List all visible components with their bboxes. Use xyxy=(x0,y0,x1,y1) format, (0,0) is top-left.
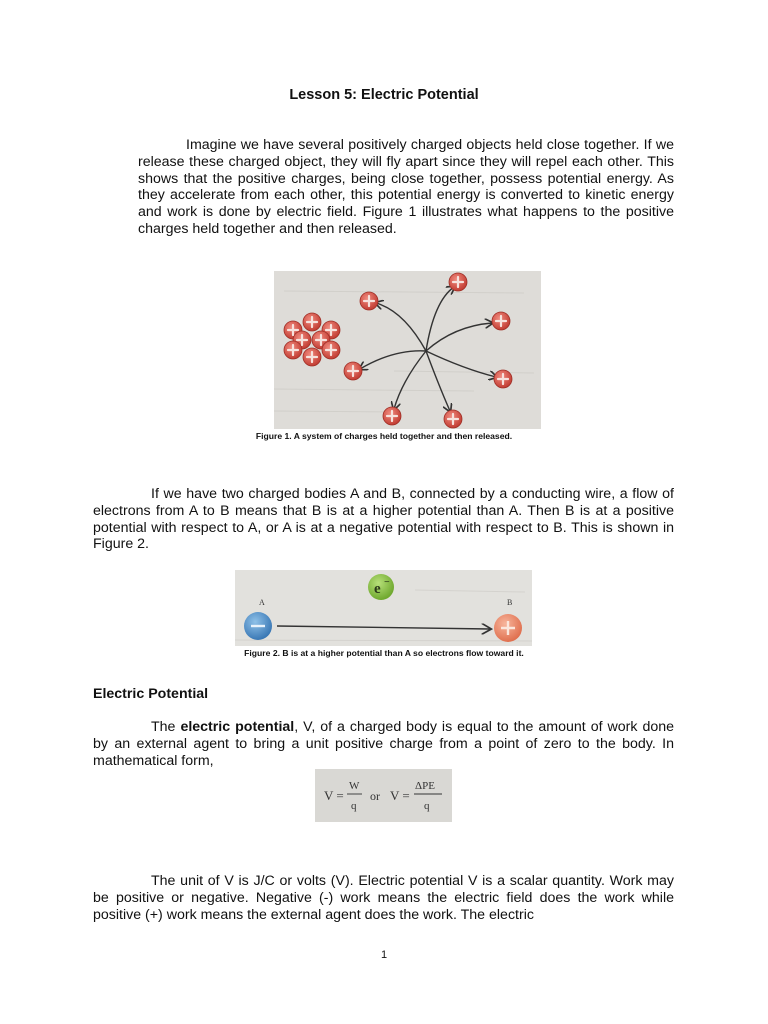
figure-1-illustration xyxy=(274,271,541,429)
svg-text:q: q xyxy=(351,800,357,812)
definition-term: electric potential xyxy=(180,719,295,735)
svg-text:ΔPE: ΔPE xyxy=(415,780,435,792)
svg-text:q: q xyxy=(424,800,430,812)
formula-image xyxy=(315,769,452,822)
svg-text:or: or xyxy=(370,789,380,803)
definition-lead: The xyxy=(151,719,181,735)
svg-text:−: − xyxy=(384,577,390,588)
conducting-wire-paragraph xyxy=(93,486,674,553)
figure-2-caption: Figure 2. B is at a higher potential than A so electrons flow toward it. xyxy=(244,648,524,658)
section-heading: Electric Potential xyxy=(93,686,209,702)
unit-paragraph-text: The unit of V is J/C or volts (V). Electric potential V is a scalar quantity. Work may be positive or negative. Negative (-) work means the electric field does the work while positive (+) work means the external agent does the work. The electric xyxy=(93,873,674,923)
figure-2-illustration xyxy=(235,570,532,646)
definition-rest: , V, of a charged body is equal to the amount of work done by an external agent to bring a unit positive charge from a point of zero to the body. In mathematical form, xyxy=(93,719,675,769)
body-b-positive xyxy=(494,614,522,642)
figure-2-image xyxy=(235,570,532,646)
page-number: 1 xyxy=(380,949,388,961)
intro-paragraph-text: Imagine we have several positively charged objects held close together. If we release these charged object, they will fly apart since they will repel each other. This shows that the positive charges, being close together, possess potential energy. As they accelerate from each other, this potential energy is converted to kinetic energy and work is done by electric field. Figure 1 illustrates what happens to the positive charges held together and then released. xyxy=(138,137,674,237)
intro-paragraph xyxy=(138,137,674,238)
figure-1-caption: Figure 1. A system of charges held together and then released. xyxy=(255,431,513,441)
svg-text:V =: V = xyxy=(390,788,410,803)
electron xyxy=(368,574,394,600)
definition-paragraph xyxy=(93,719,674,769)
body-a-negative xyxy=(244,612,272,640)
conducting-wire-paragraph-text: If we have two charged bodies A and B, connected by a conducting wire, a flow of electrons from A to B means that B is at a higher potential than A. Then B is at a positive potential with respect to A, or A is at a negative potential with respect to B. This is shown in Figure 2. xyxy=(93,486,674,553)
repulsion-arrows xyxy=(360,287,496,411)
body-b-label: B xyxy=(507,598,513,607)
svg-text:W: W xyxy=(349,780,360,792)
formula-equation xyxy=(315,769,452,822)
svg-text:V =: V = xyxy=(324,788,344,803)
electron-flow-arrow xyxy=(277,626,490,629)
svg-text:e: e xyxy=(374,581,381,597)
figure-1-image xyxy=(274,271,541,429)
lesson-title: Lesson 5: Electric Potential xyxy=(289,87,479,103)
unit-paragraph xyxy=(93,873,674,923)
body-a-label: A xyxy=(259,598,265,607)
